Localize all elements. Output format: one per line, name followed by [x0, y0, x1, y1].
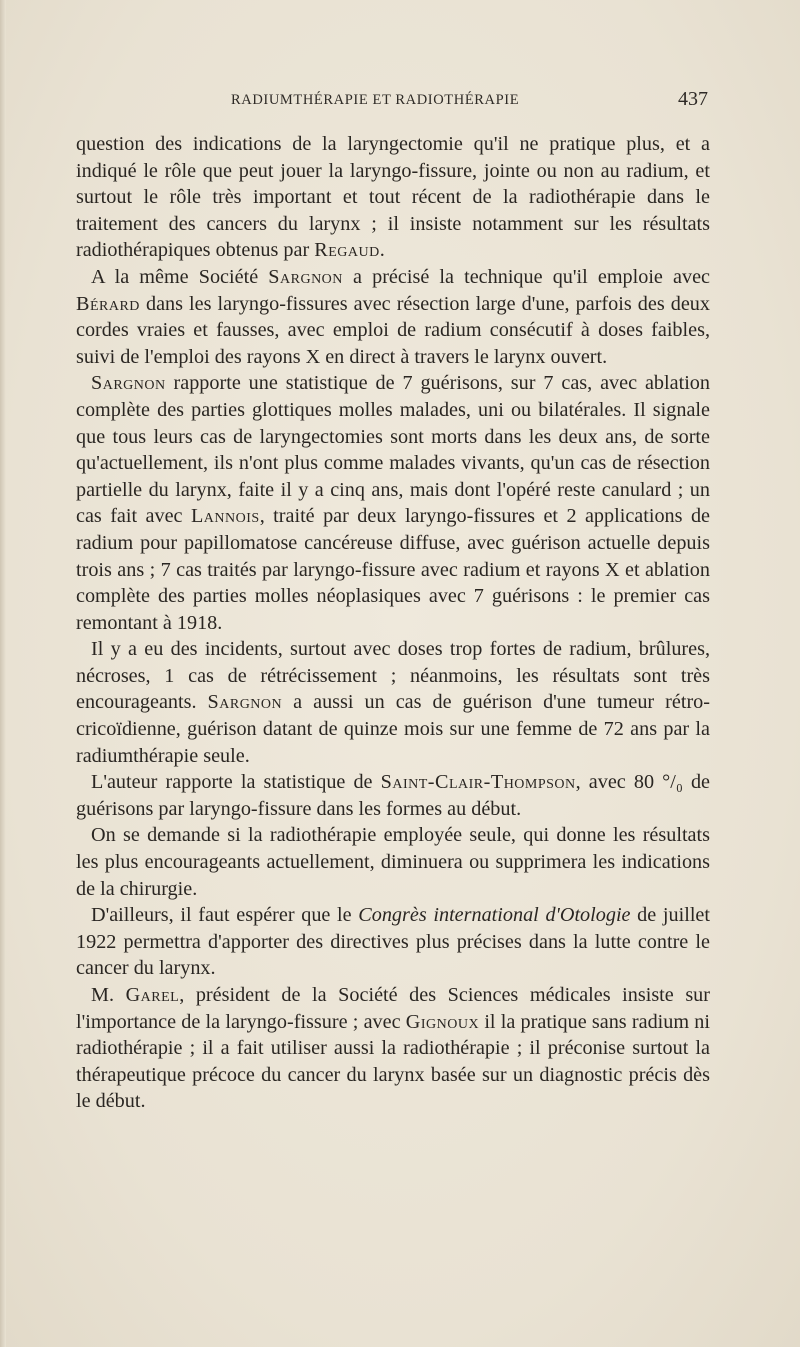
paragraph — [76, 131, 710, 264]
text-segment: On se demande si la radiothérapie employée seule, qui donne les résultats les plus encourageants actuellement, diminuera ou supprimera les indications de la chirurgie. — [76, 824, 710, 900]
author-name: Sargnon — [207, 691, 283, 714]
text-segment: L'auteur rapporte la statistique de — [91, 771, 381, 794]
author-name: Sargnon — [268, 265, 343, 288]
text-segment: rapporte une statistique de 7 guérisons, sur 7 cas, avec ablation complète des parties glottiques molles malades, uni ou bilatérales. Il signale que tous leurs cas de laryngectomies sont morts dans les deux ans, de sorte qu'actuellement, ils n'ont plus comme malades vivants, qu'un cas de résection partielle du larynx, faite il y a cinq ans, mais dont l'opéré reste canulard ; un cas fait avec — [76, 372, 710, 528]
text-segment: Il y a eu des incidents, surtout avec doses trop fortes de radium, brûlures, nécroses, 1 cas de rétrécissement ; néanmoins, les résultats sont très encourageants. — [76, 638, 710, 714]
author-name: Gignoux — [405, 1010, 480, 1033]
text-segment: . — [379, 239, 385, 262]
author-name: Regaud — [314, 239, 380, 262]
author-name: Saint-Clair-Thompson — [380, 771, 576, 794]
text-segment: il la pratique sans radium ni radiothérapie ; il a fait utiliser aussi la radiothérapie ; il préconise surtout la thérapeutique précoce du cancer du larynx basée sur un diagnostic précis dès le début. — [76, 1010, 710, 1113]
author-name: Lannois — [190, 505, 260, 528]
text-segment: , avec 80 °/₀ de guérisons par laryngo-fissure dans les formes au début. — [76, 771, 711, 820]
text-segment: , traité par deux laryngo-fissures et 2 applications de radium pour papillomatose cancéreuse diffuse, avec guérison actuelle depuis trois ans ; 7 cas traités par laryngo-fissure avec radium et rayons X et ablation complète des parties molles néoplasiques avec 7 guérisons : le premier cas remontant à 1918. — [76, 505, 710, 634]
author-name: Bérard — [76, 292, 140, 315]
text-segment: a aussi un cas de guérison d'une tumeur rétro-cricoïdienne, guérison datant de quinze mois sur une femme de 72 ans par la radiumthérapie seule. — [76, 691, 710, 767]
page-number: 437 — [678, 88, 708, 110]
author-name: Sargnon — [91, 372, 166, 395]
text-segment: , président de la Société des Sciences médicales insiste sur l'importance de la laryngo-fissure ; avec — [76, 984, 710, 1033]
paragraph — [76, 902, 710, 982]
text-segment: A la même Société — [91, 265, 269, 288]
page-spine-shadow — [0, 0, 6, 1347]
author-name: Garel — [125, 984, 180, 1006]
paragraph — [76, 636, 710, 769]
text-segment: question des indications de la laryngectomie qu'il ne pratique plus, et a indiqué le rôle que peut jouer la laryngo-fissure, jointe ou non au radium, et surtout le rôle très important et tout récent de la radiothérapie dans le traitement des cancers du larynx ; il insiste notamment sur les résultats radiothérapiques obtenus par — [76, 133, 710, 262]
text-segment: de juillet 1922 permettra d'apporter des directives plus précises dans la lutte contre le cancer du larynx. — [76, 904, 710, 980]
paragraph — [76, 822, 710, 902]
paragraph — [76, 769, 710, 822]
page-header — [0, 88, 800, 114]
italic-title: Congrès international d'Otologie — [358, 904, 631, 927]
paragraph — [76, 982, 710, 1115]
paragraph — [76, 264, 710, 370]
paragraph — [76, 370, 710, 636]
text-segment: dans les laryngo-fissures avec résection large d'une, parfois des deux cordes vraies et fausses, avec emploi de radium consécutif à doses faibles, suivi de l'emploi des rayons X en direct à travers le larynx ouvert. — [76, 292, 710, 368]
text-segment: D'ailleurs, il faut espérer que le — [91, 904, 359, 927]
text-segment: M. — [91, 984, 126, 1006]
body-text — [76, 131, 710, 1115]
running-head: RADIUMTHÉRAPIE ET RADIOTHÉRAPIE — [231, 92, 520, 108]
text-segment: a précisé la technique qu'il emploie avec — [342, 265, 710, 288]
